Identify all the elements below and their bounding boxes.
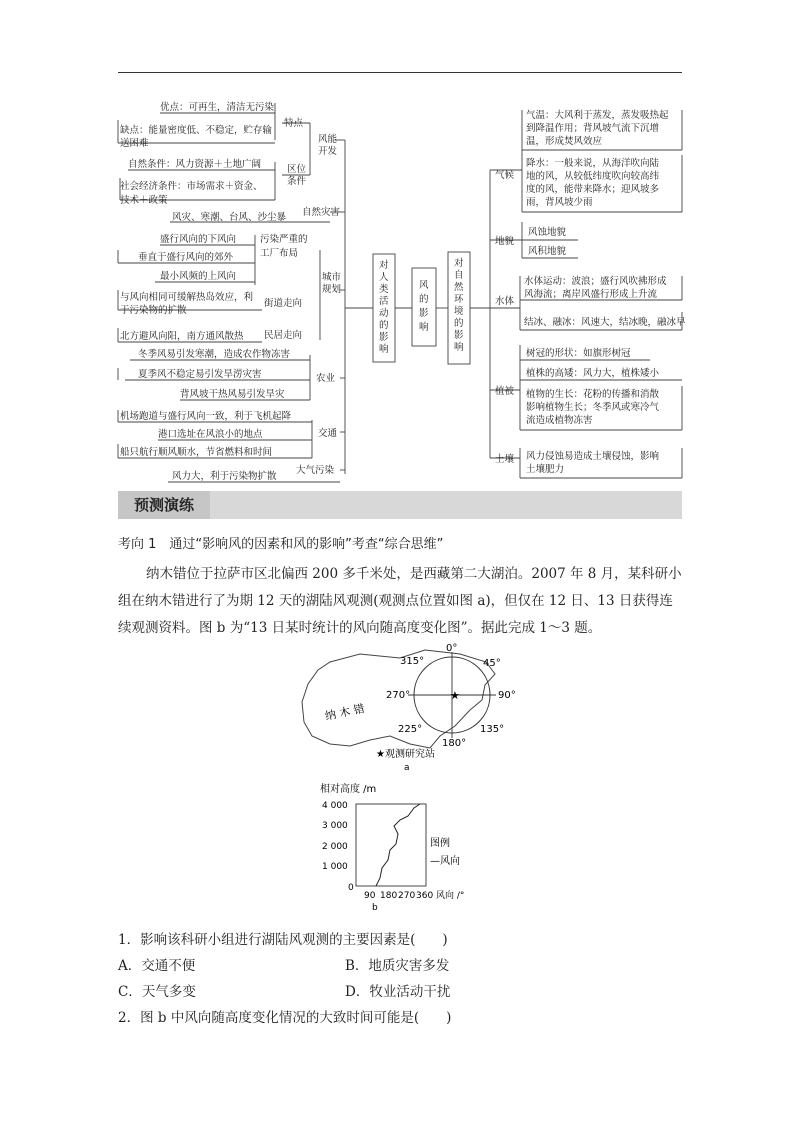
veg-label: 植被 [495,386,515,397]
legend-item: —风向 [430,856,460,867]
xtick-90: 90 [364,891,376,901]
energy-label: 风能开发 [318,134,338,157]
street-2: 于污染物的扩散 [120,305,187,316]
soil-1a: 风力侵蚀易造成土壤侵蚀，影响 [526,451,660,462]
wind-disadv-2: 送困难 [120,138,149,149]
location-label: 区位条件 [287,164,307,187]
ytick-3000: 3 000 [322,821,348,831]
house-1: 北方避风向阳，南方通风散热 [120,331,244,342]
air-1: 风力大，利于污染物扩散 [172,471,277,482]
climate-2b: 地的风，从较低纬度吹向较高纬 [526,171,660,182]
kaoxiang-line: 考向 1 通过“影响风的因素和风的影响”考查“综合思维” [118,537,444,552]
landform-label: 地貌 [495,236,515,247]
polluting-1: 污染严重的 [260,234,308,245]
wind-direction-curve [376,804,420,886]
climate-label: 气候 [495,170,515,181]
traffic-1: 机场跑道与盛行风向一致，利于飞机起降 [120,411,292,422]
climate-2d: 雨，背风坡少雨 [526,197,593,208]
deg-45: 45° [483,658,501,669]
q1-option-d: D．牧业活动干扰 [345,984,451,1000]
ytick-1000: 1 000 [322,862,348,872]
deg-135: 135° [480,724,505,735]
root-right-text: 对自然环境的影响 [454,258,464,353]
station-star-icon: ★ [450,689,460,702]
lake-name: 纳 木 错 [323,701,366,723]
street-1: 与风向相同可缓解热岛效应，利 [120,292,254,303]
soil-1b: 土壤肥力 [526,464,565,475]
figure-a-map [290,640,530,775]
q1-option-b: B．地质灾害多发 [345,958,450,974]
deg-315: 315° [400,656,425,667]
city-label: 城市规划 [322,272,342,295]
climate-2c: 度的风，能带来降水；迎风坡多 [526,184,660,195]
veg-1: 树冠的形状：如旗形树冠 [526,348,631,359]
figure-b-chart [318,778,518,918]
feature-label: 特点 [284,118,304,129]
root-left-text: 对人类活动的影响 [379,260,389,355]
soc-cond-2: 技术＋政策 [120,195,168,206]
ytick-0: 0 [348,883,354,893]
q1-option-c: C．天气多变 [118,984,196,1000]
ytick-4000: 4 000 [322,801,348,811]
station-legend: ★观测研究站 [376,749,435,760]
agri-label: 农业 [316,373,336,384]
soil-label: 土壤 [495,454,515,465]
fig-b-xlabel: 风向 /° [436,891,465,901]
deg-90: 90° [498,690,516,701]
center-text: 风的影响 [419,280,429,333]
wind-disadv-1: 缺点：能量密度低、不稳定，贮存输 [120,125,273,136]
water-1b: 风海流；离岸风盛行形成上升流 [524,289,658,300]
pollut-1: 盛行风向的下风向 [160,234,237,245]
intro-line-1: 纳木错位于拉萨市区北偏西 200 多千米处，是西藏第二大湖泊。2007 年 8 月，某科研小 [146,566,682,582]
section-header [118,491,682,519]
intro-line-2: 组在纳木错进行了为期 12 天的湖陆风观测(观测点位置如图 a)，但仅在 12 日、13 日获得连 [118,593,673,609]
climate-1c: 温，形成焚风效应 [526,136,603,147]
air-label: 大气污染 [296,465,335,476]
veg-3b: 影响植物生长；冬季风或寒冷气 [526,402,660,413]
ytick-2000: 2 000 [322,842,348,852]
traffic-label: 交通 [318,428,338,439]
soc-cond-1: 社会经济条件：市场需求＋资金、 [120,181,263,192]
veg-2: 植株的高矮：风力大，植株矮小 [526,368,660,379]
wind-adv: 优点：可再生，清洁无污染 [160,102,275,113]
water-label: 水体 [495,296,515,307]
deg-0: 0° [446,643,458,654]
deg-225: 225° [398,724,423,735]
landform-1: 风蚀地貌 [528,227,567,238]
question-2: 2．图 b 中风向随高度变化情况的大致时间可能是( ) [118,1010,452,1026]
street-label: 街道走向 [264,298,303,309]
deg-180: 180° [442,738,467,749]
traffic-3: 船只航行顺风顺水，节省燃料和时间 [120,447,273,458]
mind-map [0,0,800,490]
pollut-3: 最小风频的上风向 [160,271,237,282]
agri-2: 夏季风不稳定易引发旱涝灾害 [138,369,262,380]
veg-3a: 植物的生长：花粉的传播和消散 [526,389,660,400]
xtick-270: 270 [398,891,416,901]
fig-b-caption: b [372,903,378,913]
disaster-text: 风灾、寒潮、台风、沙尘暴 [172,212,287,223]
water-1a: 水体运动：波浪；盛行风吹拂形成 [524,276,667,287]
veg-3c: 流造成植物冻害 [526,415,593,426]
landform-2: 风积地貌 [528,246,567,257]
section-title: 预测演练 [118,491,210,519]
xtick-360: 360 [416,891,434,901]
deg-270: 270° [386,690,411,701]
nat-cond: 自然条件：风力资源＋土地广阔 [128,159,262,170]
fig-b-ylabel: 相对高度 /m [320,784,377,795]
xtick-180: 180 [380,891,398,901]
question-1: 1．影响该科研小组进行湖陆风观测的主要因素是( ) [118,932,448,948]
q1-option-a: A．交通不便 [118,958,196,974]
intro-line-3: 续观测资料。图 b 为“13 日某时统计的风向随高度变化图”。据此完成 1～3 题。 [118,620,602,636]
polluting-2: 工厂布局 [260,248,299,259]
pollut-2: 垂直于盛行风向的郊外 [138,252,234,263]
climate-1b: 到降温作用；背风坡气流下沉增 [526,123,660,134]
climate-2a: 降水：一般来说，从海洋吹向陆 [526,158,660,169]
traffic-2: 港口选址在风浪小的地点 [158,429,263,440]
disaster-label: 自然灾害 [302,207,341,218]
legend-title: 图例 [430,838,450,849]
climate-1a: 气温：大风利于蒸发，蒸发吸热起 [526,110,669,121]
agri-3: 背风坡干热风易引发旱灾 [180,389,285,400]
house-label: 民居走向 [264,330,303,341]
fig-a-caption: a [404,763,410,773]
agri-1: 冬季风易引发寒潮，造成农作物冻害 [138,349,291,360]
water-2: 结冰、融冰：风速大，结冰晚，融冰早 [524,317,686,328]
